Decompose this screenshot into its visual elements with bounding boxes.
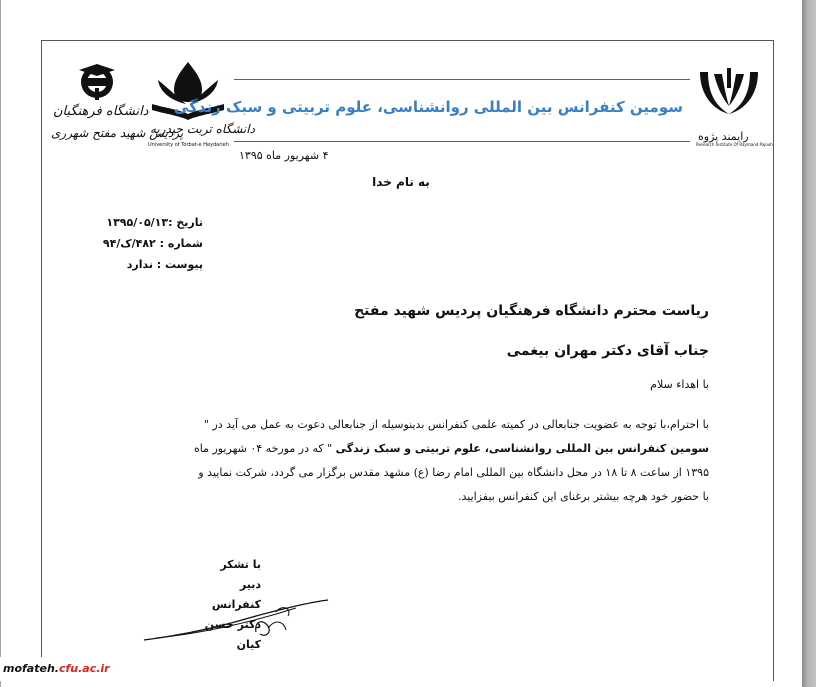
signature-role: دبیر کنفرانس — [211, 578, 261, 611]
letter-number: شماره : ۴۸۲/ک/۹۴ — [102, 237, 203, 250]
conference-title: سومین کنفرانس بین المللی روانشناسی، علوم تربیتی و سبک زندگی — [173, 98, 683, 116]
body-conference-title: سومین کنفرانس بین المللی روانشناسی، علوم تربیتی و سبک زندگی — [335, 442, 709, 455]
signature-name: دکتر حسن کیان — [204, 618, 261, 651]
watermark-domain: cfu.ac.ir — [58, 662, 110, 675]
raymand-logo-text: رایمند پژوه — [698, 130, 749, 143]
farhangian-logo-text: دانشگاه فرهنگیان — [53, 104, 149, 119]
raymand-emblem-icon — [696, 66, 762, 116]
body-text-part2: " که در مورخه ۰۴ شهریور ماه ۱۳۹۵ از ساعت ۸ تا ۱۸ در محل دانشگاه بین المللی امام رضا (ع) مشهد مقدس برگزار می گردد، شرکت نمایید و با حضور خود هرچه بیشتر برغنای این کنفرانس بیفزایید. — [193, 442, 709, 503]
site-watermark — [0, 657, 133, 681]
farhangian-logo-subtext: پردیس شهید مفتح شهرری — [51, 126, 184, 140]
farhangian-university-logo — [51, 62, 184, 152]
greeting: با اهداء سلام — [650, 378, 709, 391]
document-page — [1, 0, 802, 687]
recipient-name: جناب آقای دکتر مهران بیغمی — [506, 343, 709, 359]
letter-meta — [93, 212, 203, 275]
basmala-heading: به نام خدا — [372, 175, 430, 189]
header-date: ۴ شهریور ماه ۱۳۹۵ — [239, 149, 329, 162]
raymand-pajouh-logo — [696, 66, 772, 150]
torbat-logo-text: دانشگاه تربت حیدریه — [150, 122, 255, 136]
watermark-prefix: mofateh. — [3, 662, 59, 675]
viewer-right-gutter — [802, 0, 816, 687]
body-text-part1: با احترام،با توجه به عضویت جنابعالی در کمیته علمی کنفرانس بدینوسیله از جنابعالی دعوت به عمل می آید در " — [203, 418, 709, 431]
letter-body — [191, 413, 709, 509]
farhangian-emblem-icon — [51, 62, 143, 102]
torbat-logo-subtext: University of Torbat-e Heydarieh — [148, 142, 229, 148]
raymand-logo-subtext: Research Institute Of Raymand Pajouh — [696, 142, 773, 147]
handwritten-signature — [136, 588, 336, 648]
header-rule-bottom — [234, 141, 690, 142]
recipient-institution: ریاست محترم دانشگاه فرهنگیان پردیس شهید مفتح — [354, 303, 709, 319]
header-rule-top — [234, 79, 690, 80]
signature-thanks: با تشکر — [220, 558, 261, 571]
letter-date: تاریخ :۱۳۹۵/۰۵/۱۳ — [106, 216, 203, 229]
letter-attachment: پیوست : ندارد — [126, 258, 203, 271]
